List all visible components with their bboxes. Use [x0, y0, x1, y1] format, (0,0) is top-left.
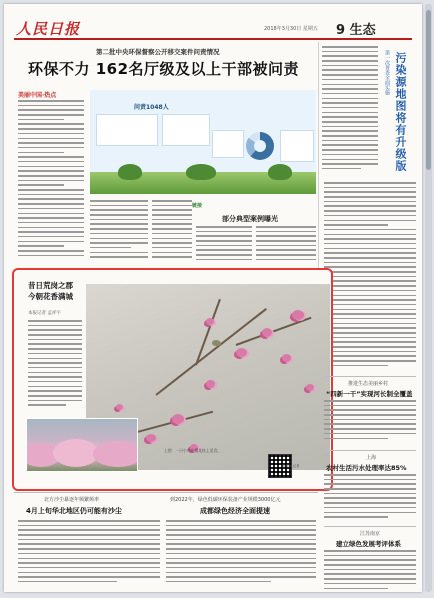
page-number-section: 9 生态 [336, 23, 376, 38]
accountability-infographic [90, 90, 316, 194]
sidebar-kicker: 第一次普查全面实施 [384, 50, 390, 95]
right-story-1-kicker: 推进生态美丽乡村 [348, 381, 389, 387]
right-story-3-body [324, 550, 416, 590]
feature-body-b [256, 226, 316, 264]
right-story-2-headline: 农村生活污水处理率达85% [326, 464, 407, 472]
newspaper-logo: 人民日报 [16, 20, 81, 38]
highlighted-photo-story[interactable] [12, 268, 333, 491]
right-story-3-kicker: 江苏南京 [360, 531, 381, 537]
photo-story-title: 昔日荒岗之郡 今朝花香满城 [28, 281, 73, 301]
lead-body-column-1 [18, 100, 84, 262]
vertical-scrollbar[interactable] [425, 4, 432, 592]
bottom-left-headline: 4月上旬华北地区仍可能有沙尘 [26, 507, 122, 515]
scrollbar-thumb[interactable] [426, 10, 431, 170]
right-story-2-body [324, 474, 416, 520]
right-story-3-headline: 建立绿色发展考评体系 [336, 540, 401, 548]
bottom-mid-body [166, 520, 316, 588]
tree-illustration [118, 164, 142, 180]
photo-story-byline: 本报记者 孟祥宇 [28, 311, 61, 316]
tree-illustration [268, 164, 292, 180]
issue-date: 2018年3月30日 星期五 [264, 26, 318, 32]
right-body-column [324, 182, 416, 372]
section-tag: 美丽中国·热点 [18, 92, 57, 99]
right-story-2-kicker: 上海 [366, 455, 377, 461]
right-story-1-headline: “四新一干”实现河长制全覆盖 [326, 390, 413, 398]
lead-body-column-2 [90, 200, 148, 262]
feature-subhead: 部分典型案例曝光 [222, 215, 278, 223]
section-rule [324, 526, 416, 527]
masthead [14, 18, 412, 40]
lead-body-column-3 [152, 200, 192, 262]
sidebar-body [322, 46, 378, 176]
photo-story-body [28, 320, 82, 414]
bird-image [212, 340, 221, 346]
info-box-1 [96, 114, 158, 146]
infographic-stat: 问责1048人 [134, 104, 169, 111]
section-rule [14, 492, 318, 493]
donut-chart-icon [246, 132, 274, 160]
feature-subkicker: 链接 [192, 203, 203, 209]
sidebar-story [322, 42, 416, 178]
info-box-3 [212, 130, 244, 158]
newspaper-page [4, 4, 422, 592]
info-box-4 [280, 130, 314, 162]
lead-headline: 环保不力 162名厅级及以上干部被问责 [28, 60, 300, 78]
tree-illustration [186, 164, 216, 180]
section-rule [324, 376, 416, 377]
right-story-1-body [324, 400, 416, 444]
bottom-mid-kicker: 到2022年，绿色低碳环保装备产业规模3000亿元 [170, 497, 281, 503]
info-box-2 [162, 114, 210, 146]
blossom-field-photo [26, 418, 138, 472]
photo-credit: 新华社记者 [282, 464, 300, 468]
lead-kicker: 第二批中央环保督察公开移交案件问责情况 [96, 48, 220, 56]
sidebar-title: 污染源地图将有升级版 [394, 52, 407, 172]
bottom-mid-headline: 成都绿色经济全面提速 [200, 507, 270, 515]
bottom-left-body [18, 520, 160, 588]
photo-caption: 上图：一只小鸟在樱花枝上觅食。 [164, 448, 221, 453]
feature-body-a [196, 226, 252, 264]
bottom-left-kicker: 北方沙尘暴逐年频繁频率 [44, 497, 100, 503]
section-rule [324, 450, 416, 451]
